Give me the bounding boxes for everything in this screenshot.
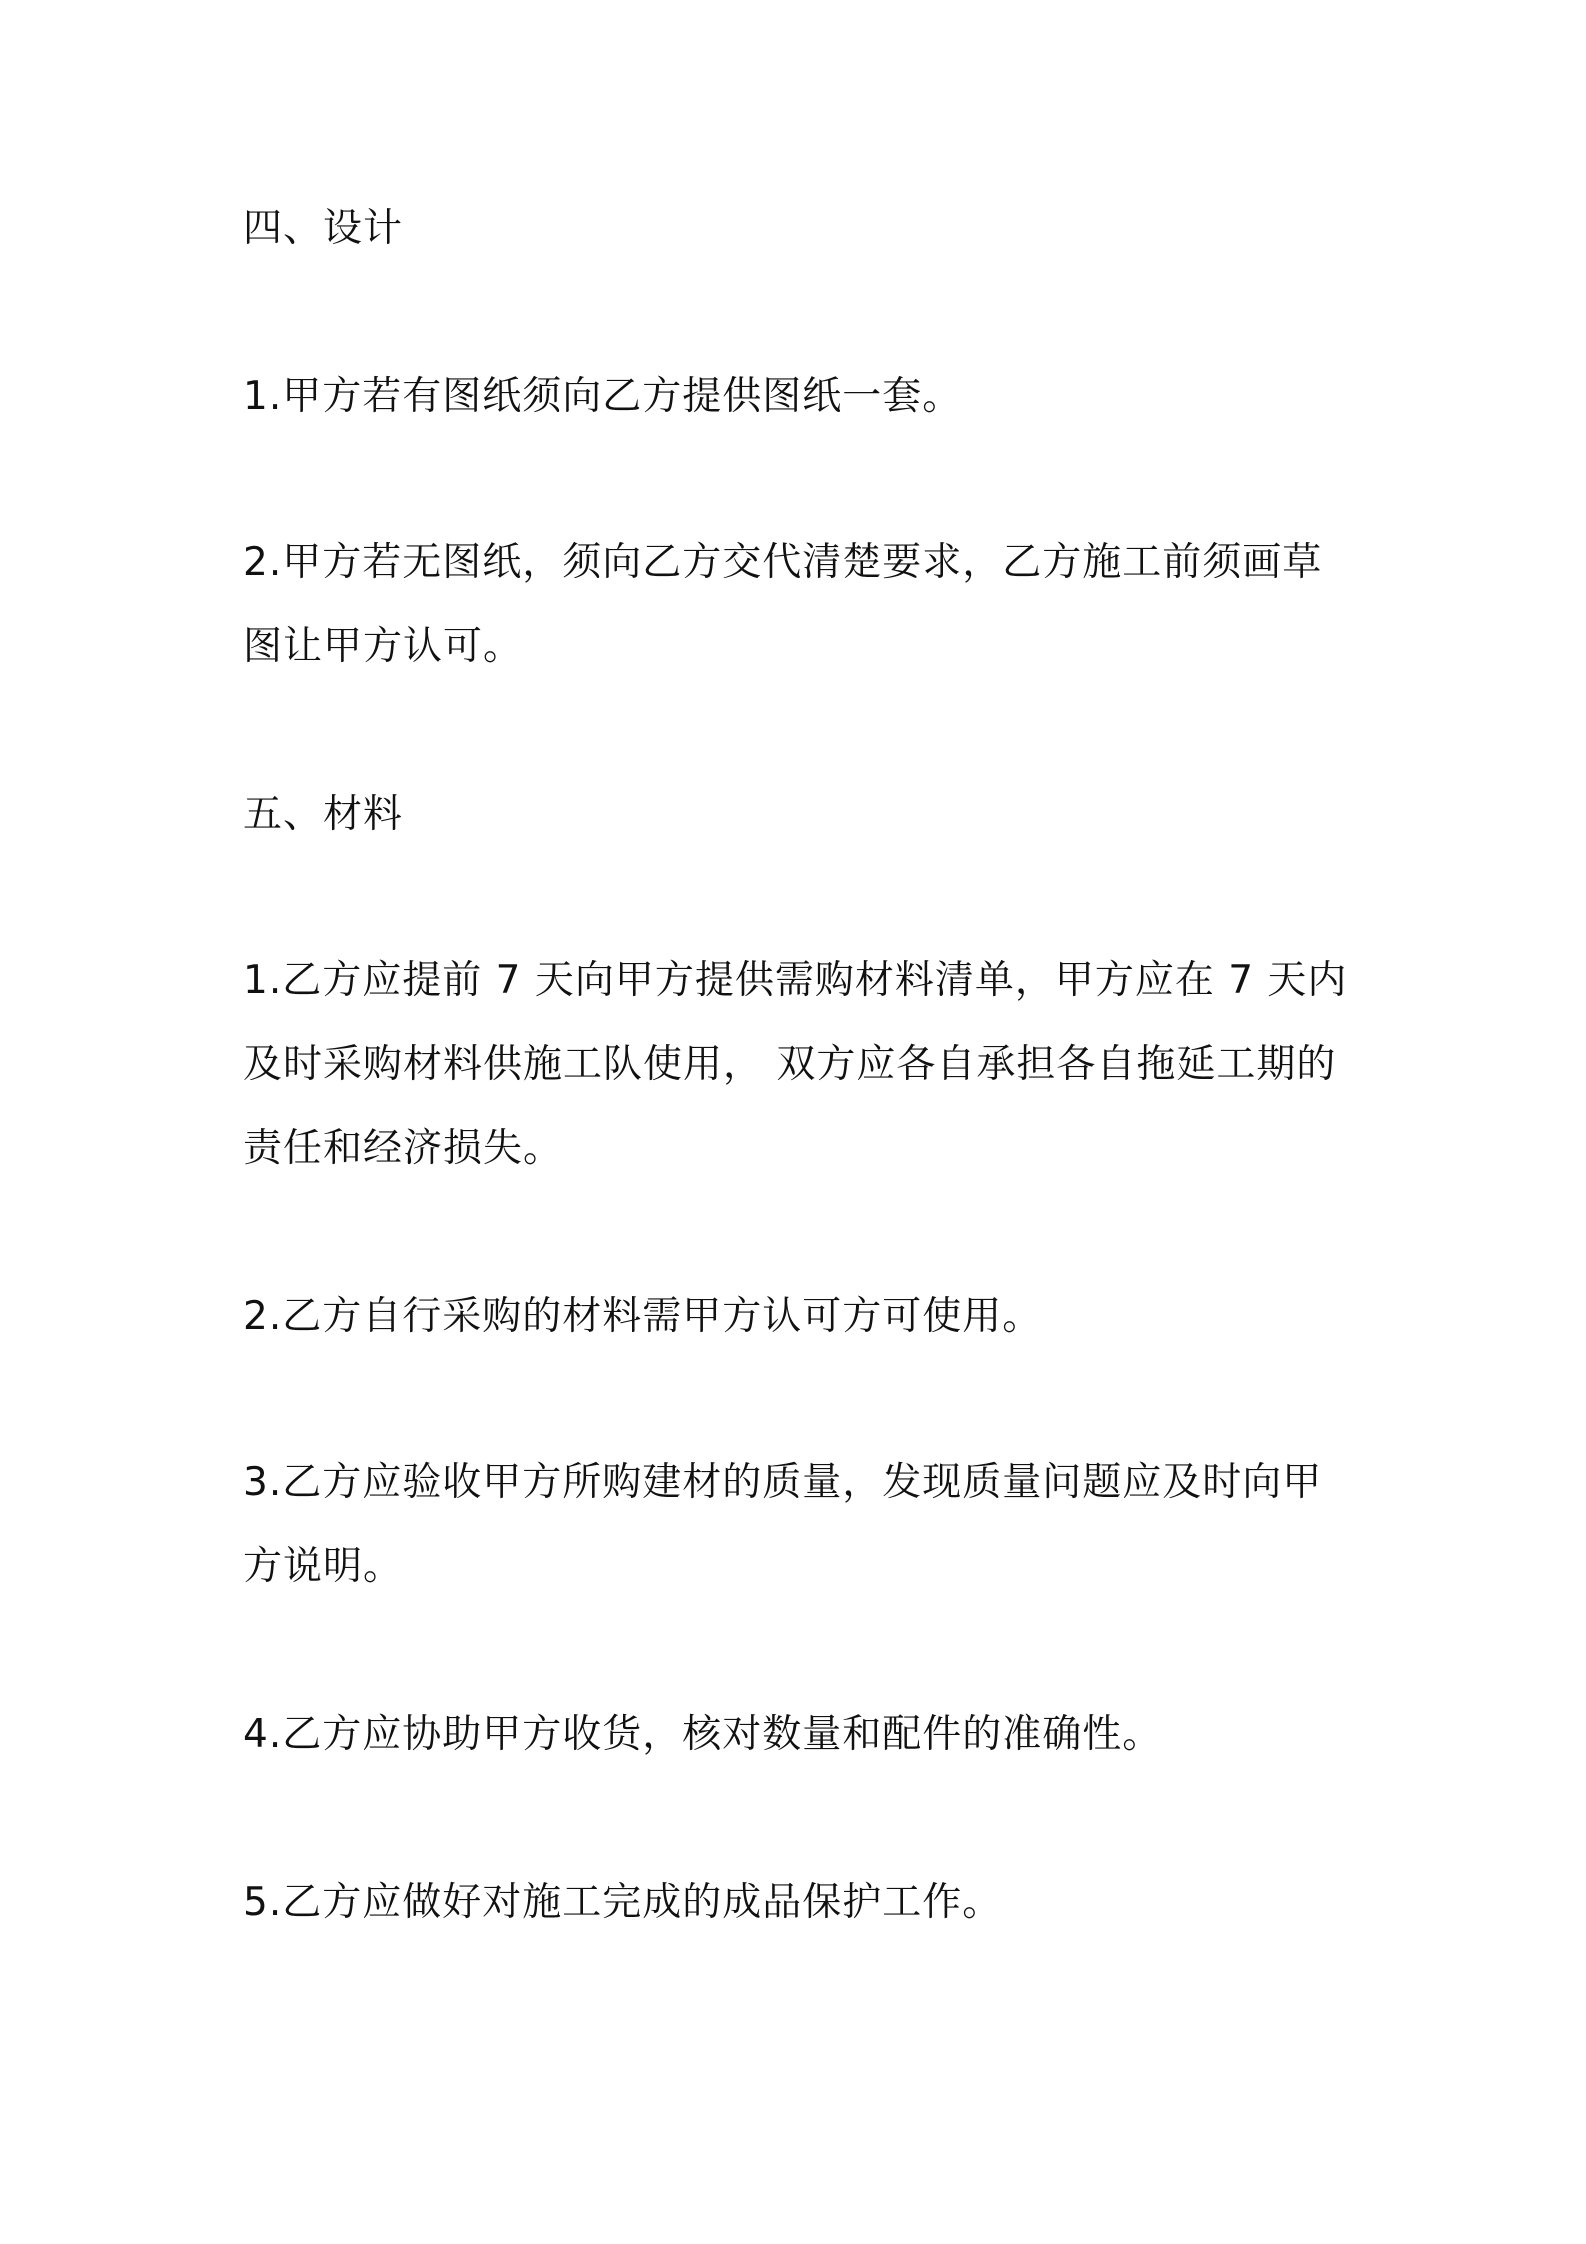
design-item-2: 2.甲方若无图纸，须向乙方交代清楚要求，乙方施工前须画草图让甲方认可。 (243, 540, 1323, 669)
materials-item-3: 3.乙方应验收甲方所购建材的质量，发现质量问题应及时向甲方说明。 (243, 1460, 1323, 1589)
materials-item-5: 5.乙方应做好对施工完成的成品保护工作。 (243, 1880, 1003, 1925)
materials-item-1: 1.乙方应提前 7 天向甲方提供需购材料清单，甲方应在 7 天内及时采购材料供施工队使用， 双方应各自承担各自拖延工期的责任和经济损失。 (243, 958, 1348, 1171)
section-heading-materials: 五、材料 (243, 792, 404, 837)
materials-item-2: 2.乙方自行采购的材料需甲方认可方可使用。 (243, 1294, 1043, 1339)
section-heading-design: 四、设计 (243, 206, 404, 251)
design-item-1: 1.甲方若有图纸须向乙方提供图纸一套。 (243, 374, 963, 419)
materials-item-4: 4.乙方应协助甲方收货，核对数量和配件的准确性。 (243, 1712, 1163, 1757)
